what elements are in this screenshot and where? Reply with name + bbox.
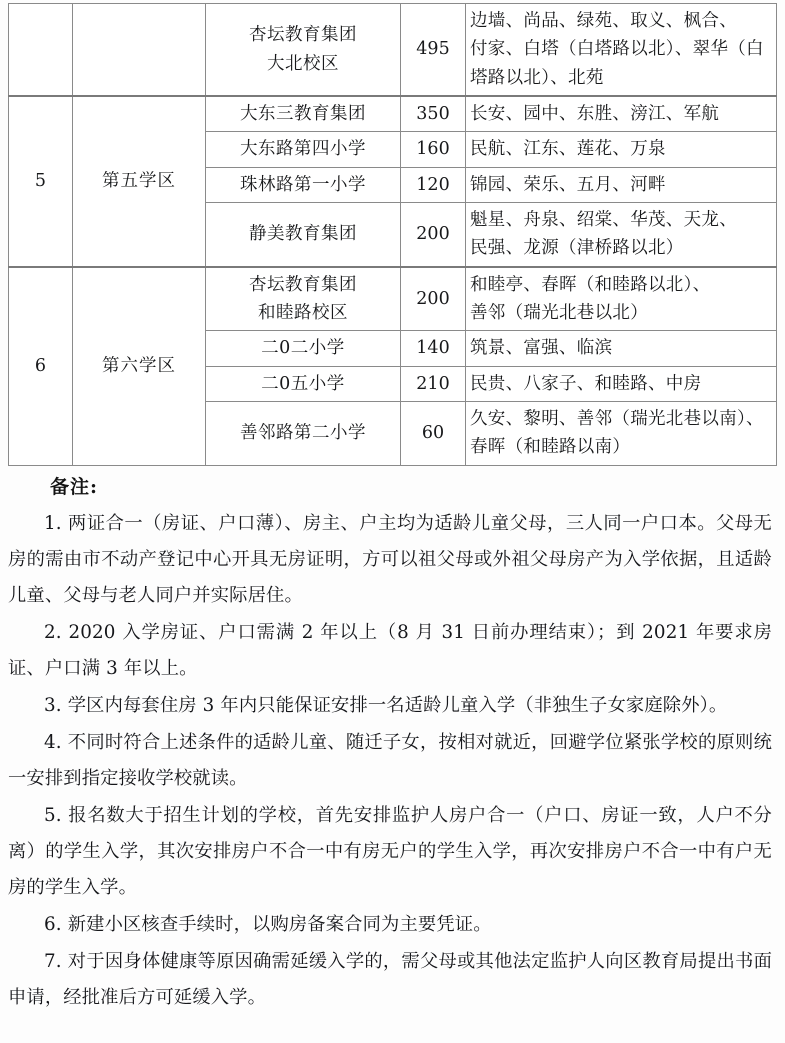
community-line: 民强、龙源（津桥路以北）	[470, 238, 684, 259]
school-name-line: 杏坛教育集团	[249, 25, 357, 46]
community-range-cell	[466, 203, 777, 267]
school-name-line: 大北校区	[267, 53, 339, 74]
enrollment-quota-cell: 140	[401, 331, 466, 366]
community-line: 民贵、八家子、和睦路、中房	[470, 373, 702, 394]
school-name-line: 杏坛教育集团	[249, 274, 357, 295]
community-range-cell	[466, 4, 777, 97]
enrollment-quota-cell: 160	[401, 132, 466, 167]
table-row	[9, 267, 777, 331]
note-item: 6. 新建小区核查手续时，以购房备案合同为主要凭证。	[44, 914, 492, 936]
community-range-cell	[466, 132, 777, 167]
zone-name-cell: 第六学区	[73, 267, 206, 466]
note-item: 5. 报名数大于招生计划的学校，首先安排监护人房户合一（户口、房证一致，人户不分离）的学生入学，其次安排房户不合一中有房无户的学生入学，再次安排房户不合一中有户无房的学生入学。	[8, 805, 772, 899]
enrollment-quota-cell: 495	[401, 4, 466, 97]
community-range-cell	[466, 402, 777, 466]
school-name-line: 大东路第四小学	[240, 139, 366, 160]
school-name-cell	[206, 4, 401, 97]
community-line: 长安、园中、东胜、滂江、军航	[470, 104, 720, 125]
enrollment-quota-cell: 120	[401, 167, 466, 202]
school-name-line: 善邻路第二小学	[240, 423, 366, 444]
community-range-cell	[466, 366, 777, 401]
school-name-line: 二0五小学	[261, 373, 345, 394]
community-line: 筑景、富强、临滨	[470, 338, 613, 359]
note-item: 7. 对于因身体健康等原因确需延缓入学的，需父母或其他法定监护人向区教育局提出书面申请，经批准后方可延缓入学。	[8, 951, 772, 1009]
community-line: 民航、江东、莲花、万泉	[470, 139, 666, 160]
school-name-line: 静美教育集团	[249, 224, 357, 245]
community-line: 塔路以北）、北苑	[470, 67, 604, 88]
school-district-table	[8, 3, 777, 466]
school-name-cell	[206, 366, 401, 401]
enrollment-quota-cell: 60	[401, 402, 466, 466]
community-line: 善邻（瑞光北巷以北）	[470, 303, 648, 324]
notes-heading: 备注:	[50, 476, 99, 498]
community-range-cell	[466, 96, 777, 132]
zone-index-cell	[9, 4, 73, 97]
community-line: 久安、黎明、善邻（瑞光北巷以南）、	[470, 409, 764, 430]
community-range-cell	[466, 331, 777, 366]
enrollment-quota-cell: 200	[401, 267, 466, 331]
community-line: 边墙、尚品、绿苑、取义、枫合、	[470, 11, 737, 31]
zone-index-cell: 5	[9, 96, 73, 267]
table-body	[9, 4, 777, 466]
school-name-line: 和睦路校区	[258, 303, 348, 324]
school-name-line: 珠林路第一小学	[240, 174, 366, 195]
school-name-cell	[206, 402, 401, 466]
school-name-line: 二0二小学	[261, 338, 345, 359]
zone-index-cell: 6	[9, 267, 73, 466]
table-row	[9, 96, 777, 132]
school-name-line: 大东三教育集团	[240, 104, 366, 125]
enrollment-quota-cell: 350	[401, 96, 466, 132]
community-line: 春晖（和睦路以南）	[470, 437, 631, 458]
table-row	[9, 4, 777, 97]
enrollment-quota-cell: 200	[401, 203, 466, 267]
school-district-table-wrapper	[8, 3, 776, 466]
community-line: 魁星、舟泉、绍棠、华茂、天龙、	[470, 210, 737, 231]
community-range-cell	[466, 167, 777, 202]
school-name-cell	[206, 167, 401, 202]
school-name-cell	[206, 96, 401, 132]
note-item: 1. 两证合一（房证、户口薄）、房主、户主均为适龄儿童父母，三人同一户口本。父母无房的需由市不动产登记中心开具无房证明，方可以祖父母或外祖父母房产为入学依据，且适龄儿童、父母与老人同户并实际居住。	[8, 513, 772, 607]
community-line: 锦园、荣乐、五月、河畔	[470, 174, 666, 195]
community-line: 付家、白塔（白塔路以北）、翠华（白	[470, 39, 764, 60]
school-name-cell	[206, 203, 401, 267]
school-name-cell	[206, 267, 401, 331]
enrollment-quota-cell: 210	[401, 366, 466, 401]
zone-name-cell: 第五学区	[73, 96, 206, 267]
zone-name-cell	[73, 4, 206, 97]
community-range-cell	[466, 267, 777, 331]
notes-section	[8, 472, 776, 1017]
school-name-cell	[206, 331, 401, 366]
note-item: 3. 学区内每套住房 3 年内只能保证安排一名适龄儿童入学（非独生子女家庭除外）。	[44, 695, 728, 717]
note-item: 4. 不同时符合上述条件的适龄儿童、随迁子女，按相对就近，回避学位紧张学校的原则统一安排到指定接收学校就读。	[8, 732, 772, 790]
school-name-cell	[206, 132, 401, 167]
community-line: 和睦亭、春晖（和睦路以北）、	[470, 274, 711, 295]
note-item: 2. 2020 入学房证、户口需满 2 年以上（8 月 31 日前办理结束）；到 2021 年要求房证、户口满 3 年以上。	[8, 622, 772, 680]
